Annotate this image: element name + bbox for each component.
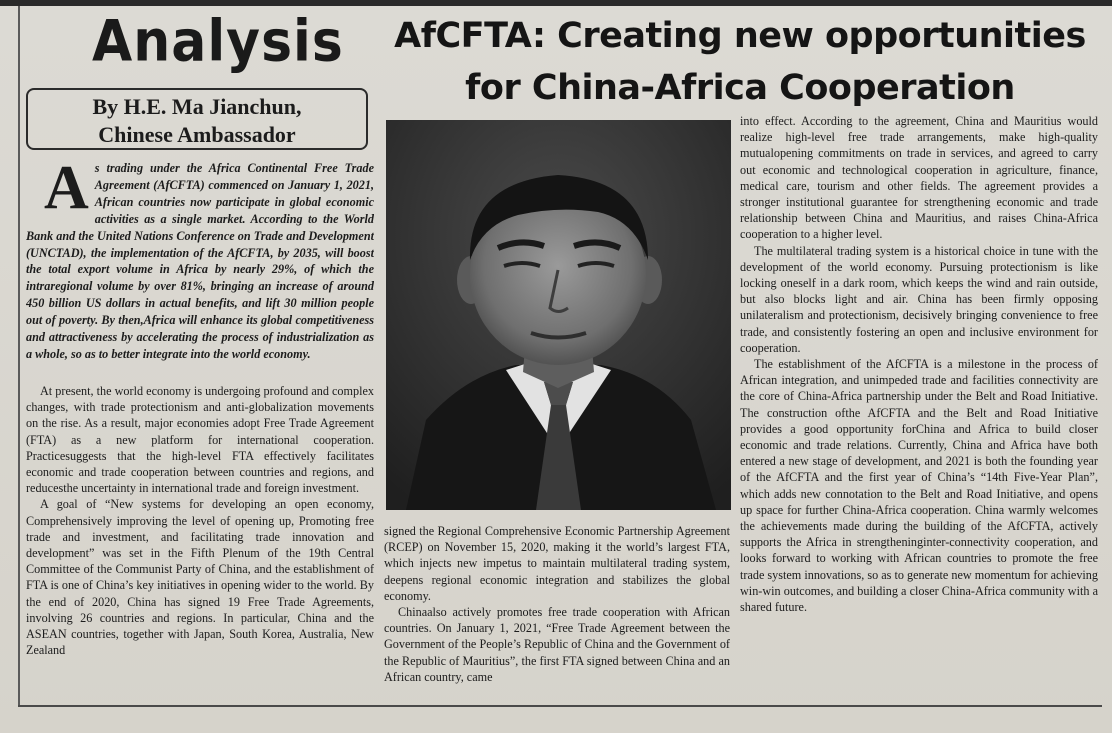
column-2-paragraph: signed the Regional Comprehensive Economic Partnership Agreement (RCEP) on November 15, 2020, making it the world’s largest FTA, which injects new impetus to maintain multilateral trading system, deepens regional economic integration and stabilizes the global economy. bbox=[384, 524, 730, 603]
column-1 bbox=[26, 383, 374, 705]
column-3-paragraph: The multilateral trading system is a historical choice in tune with the development of the world economy. Pursuing protectionism is like locking oneself in a dark room, which keeps the wind and rain outside, but also blocks light and air. China has been firmly opposing unilateralism and protectionism, decisively bringing convenience to free trade, and consistently fostering an open and inclusive environment for cooperation. bbox=[740, 243, 1098, 355]
headline-line-2: for China-Africa Cooperation bbox=[465, 68, 1015, 108]
byline-box bbox=[26, 88, 368, 150]
column-1-paragraph: A goal of “New systems for developing an open economy, Comprehensively improving the level of opening up, Promoting free trade and investment, and facilitating trade innovation and development” was set in the Fifth Plenum of the 19th Central Committee of the Communist Party of China, and the establishment of FTA is one of China’s key initiatives in opening wider to the world. By the end of 2020, China has signed 19 Free Trade Agreements, involving 26 countries and regions. In particular, China and the ASEAN countries, together with Japan, South Korea, Australia, New Zealand bbox=[26, 497, 374, 658]
lead-paragraph bbox=[26, 160, 374, 382]
column-3-paragraph: into effect. According to the agreement, China and Mauritius would realize high-level free trade arrangements, make high-quality mutualopening commitments on trade in services, and agreed to carry out economic and technological cooperation in agriculture, finance, medical care, tourism and other fields. The agreement provides a stronger institutional guarantee for strengthening economic and trade relationship between China and Mauritius, and raises China-Africa cooperation to a higher level. bbox=[740, 114, 1098, 242]
left-column-rule bbox=[18, 6, 20, 706]
column-3 bbox=[740, 113, 1098, 703]
ambassador-portrait-photo bbox=[386, 120, 731, 510]
bottom-rule bbox=[18, 705, 1102, 707]
drop-cap: A bbox=[44, 160, 89, 222]
portrait-illustration bbox=[386, 120, 731, 510]
headline-line-1: AfCFTA: Creating new opportunities bbox=[394, 16, 1086, 56]
section-label: Analysis bbox=[92, 8, 344, 75]
headline bbox=[380, 10, 1100, 114]
column-2 bbox=[384, 523, 730, 703]
byline-title: Chinese Ambassador bbox=[98, 122, 296, 147]
column-3-paragraph: The establishment of the AfCFTA is a milestone in the process of African integration, and unimpeded trade and facilities connectivity are the core of China-Africa partnership under the Belt and Road Initiative. The construction ofthe AfCFTA and the Belt and Road Initiative provides a good opportunity forChina and Africa to build closer economic and trade relations. Currently, China and Africa have both entered a new stage of development, and 2021 is both the founding year of the AfCFTA and the first year of China’s “14th Five-Year Plan”, which adds new connotation to the Belt and Road Initiative, and opens up space for further China-Africa cooperation. China warmly welcomes the achievements made during the building of the AfCFTA, actively supports the Africa in strengtheninginter-connectivity cooperation, and looks forward to working with African countries to promote the free trade system innovations, so as to generate new momentum for achieving win-win outcomes, and building a closer China-Africa community with a shared future. bbox=[740, 357, 1098, 615]
column-2-paragraph: Chinaalso actively promotes free trade cooperation with African countries. On January 1, 2021, “Free Trade Agreement between the Government of the People’s Republic of China and the Government of the Republic of Mauritius”, the first FTA signed between China and an African country, came bbox=[384, 605, 730, 684]
column-1-paragraph: At present, the world economy is undergoing profound and complex changes, with trade protectionism and anti-globalization movements on the rise. As a result, major economies adopt Free Trade Agreement (FTA) as a new platform for international cooperation. Practicesuggests that the high-level FTA effectively facilitates economic and trade cooperation between countries and regions, and reducesthe uncertainty in international trade and foreign investment. bbox=[26, 384, 374, 496]
lead-text: s trading under the Africa Continental Free Trade Agreement (AfCFTA) commenced on January 1, 2021, African countries now participate in global economic activities as a single market. According to the World Bank and the United Nations Conference on Trade and Development (UNCTAD), the implementation of the AfCFTA, by 2035, will boost the total export volume in Africa by nearly 29%, of which the intraregional volume by over 81%, bringing an increase of around 450 billion US dollars in actual benefits, and lift 30 million people out of poverty. By then,Africa will enhance its global competitiveness and attractiveness by accelerating the process of industrialization as a whole, so as to better integrate into the world economy. bbox=[26, 161, 374, 361]
byline-author: By H.E. Ma Jianchun, bbox=[92, 94, 302, 119]
top-border bbox=[0, 0, 1112, 6]
